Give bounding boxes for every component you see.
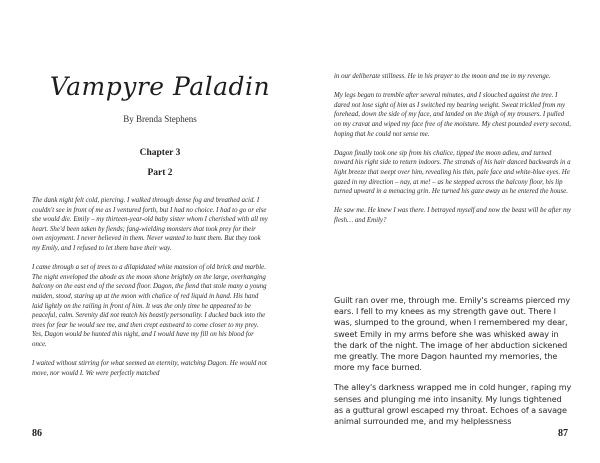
- paragraph: I waited without stirring for what seemed an eternity, watching Dagon. He would not move, nor would I. We were perfectly matched: [32, 360, 267, 377]
- paragraph: Guilt ran over me, through me. Emily's screams pierced my ears. I fell to my knees as my strength gave out. There I was, slumped to the ground, when I remembered my dear, sweet Emily in my arms before she was whisked away in the dark of the night. The image of her abduction sickened me greatly. The more Dagon haunted my memories, the more my face burned.: [334, 295, 571, 373]
- paragraph: The alley's darkness wrapped me in cold hunger, raping my senses and plunging me into insanity. My lungs tightened as a guttural growl escaped my throat. Echoes of a savage animal surrounded me, and my helplessness: [334, 382, 572, 427]
- author-byline: By Brenda Stephens: [123, 114, 197, 124]
- paragraph: The dank night felt cold, piercing. I walked through dense fog and breathed acid. I couldn't see in front of me as I ventured forth, but I had no choice. I had to go or else she would die. Emily – my thirteen-year-old baby sister whom I cherished with all my heart. She'd been taken by fiends; fang-wielding monsters that took prey for their own enjoyment. I never believed in them. Never wanted to hunt them. But they took my Emily, and I refused to let them have their way.: [32, 197, 268, 252]
- book-title: Vampyre Paladin: [49, 72, 271, 101]
- paragraph: He saw me. He knew I was there. I betrayed myself and now the beast will be after my flesh… and Emily?: [334, 207, 572, 224]
- paragraph: My legs began to tremble after several minutes, and I slouched against the tree. I dared not lose sight of him as I switched my bearing weight. Sweat trickled from my forehead, down the side of my face, and landed on the thigh of my trousers. I pulled on my cravat and wiped my face free of the moisture. My chest pounded every second, hoping that he could not sense me.: [334, 92, 571, 138]
- page-number-left: 86: [32, 428, 42, 439]
- left-text-column: [32, 196, 268, 388]
- right-roman-column: [334, 295, 572, 436]
- part-heading: Part 2: [147, 168, 173, 178]
- page-number-right: 87: [558, 428, 568, 439]
- paragraph: I came through a set of trees to a dilapidated white mansion of old brick and marble. The night enveloped the abode as the moon shone brightly on the large, overhanging balcony on the east end of the second floor. Dagon, the fiend that stole many a young maiden, stood, staring up at the moon with chalice of red liquid in hand. His hand laid lightly on the railing in front of him. It was the only time he appeared to be peaceful, calm. Serenity did not match his beastly personality. I ducked back into the trees for fear he would see me, and then crept eastward to come closer to my prey. Yes, Dagon would be hunted this night, and I would have my fill on his blood for once.: [32, 264, 267, 348]
- right-page: [300, 0, 600, 463]
- chapter-heading: Chapter 3: [139, 148, 181, 158]
- paragraph: Dagon finally took one sip from his chalice, tipped the moon adieu, and turned toward his right side to return indoors. The strands of his hair danced backwards in a light breeze that swept over him, revealing his thin, pale face and white-blue eyes. He gazed in my direction – nay, at me! – as he stepped across the balcony floor, his lip turned upward in a menacing grin. He turned his gaze away as he entered the house.: [334, 149, 571, 196]
- right-italic-column: [334, 72, 572, 235]
- paragraph: in our deliberate stillness. He in his prayer to the moon and me in my revenge.: [334, 73, 551, 80]
